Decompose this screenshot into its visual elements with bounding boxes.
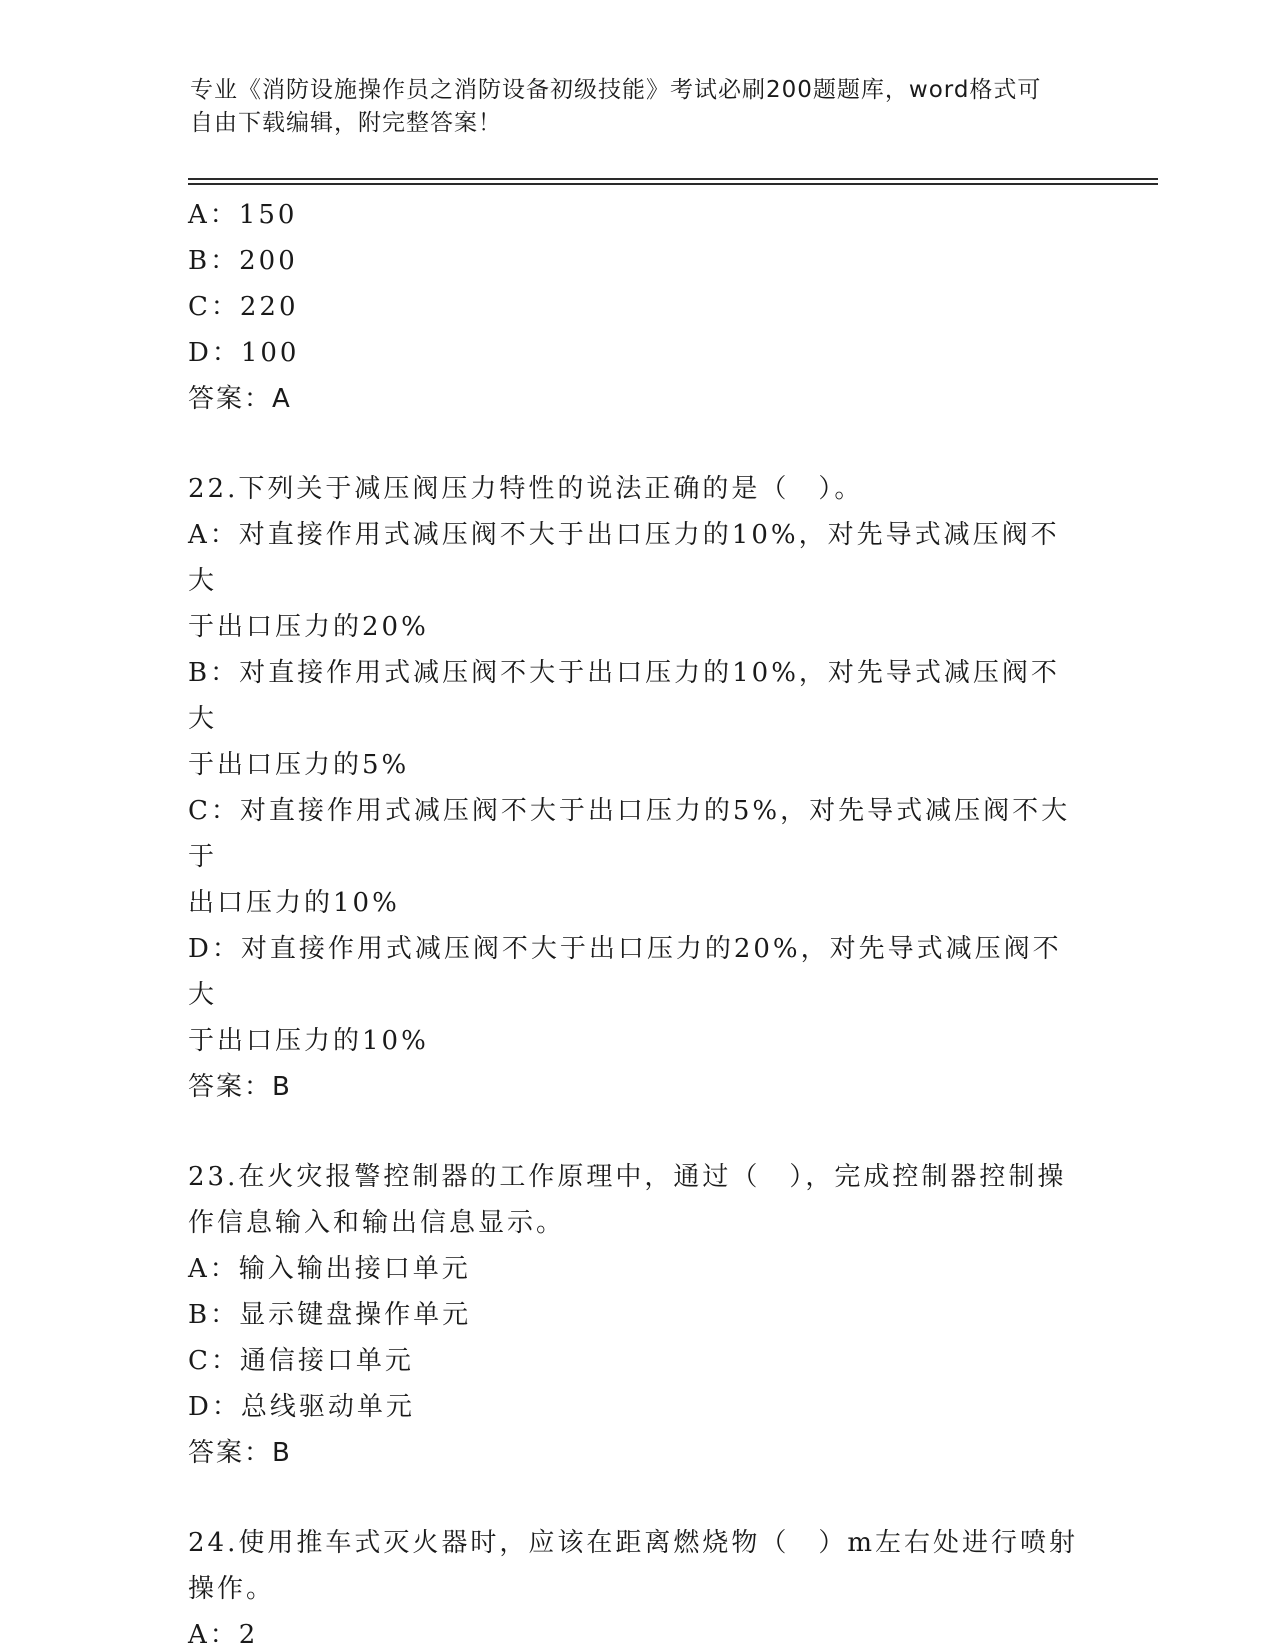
spacer bbox=[188, 422, 1088, 466]
question-stem: 23.在火灾报警控制器的工作原理中，通过（ ），完成控制器控制操 bbox=[188, 1162, 1067, 1192]
spacer bbox=[188, 1110, 1088, 1154]
option-d: D：总线驱动单元 bbox=[188, 1392, 415, 1422]
question-stem: 24.使用推车式灭火器时，应该在距离燃烧物（ ）m左右处进行喷射 bbox=[188, 1528, 1079, 1558]
option-c: C：对直接作用式减压阀不大于出口压力的5%，对先导式减压阀不大于 bbox=[188, 796, 1071, 872]
question-stem: 22.下列关于减压阀压力特性的说法正确的是（ ）。 bbox=[188, 474, 864, 504]
option-d: D：对直接作用式减压阀不大于出口压力的20%，对先导式减压阀不大 bbox=[188, 934, 1062, 1010]
option-b: B：200 bbox=[188, 246, 298, 276]
option-d: D：100 bbox=[188, 338, 300, 368]
option-c: C：通信接口单元 bbox=[188, 1346, 414, 1376]
option-a: A：150 bbox=[188, 200, 298, 230]
question-21-tail bbox=[188, 192, 1088, 422]
header-rule-bottom bbox=[188, 183, 1158, 185]
question-list bbox=[188, 192, 1088, 1650]
option-a: A：输入输出接口单元 bbox=[188, 1254, 471, 1284]
option-b-cont: 于出口压力的5% bbox=[188, 750, 410, 780]
document-header bbox=[190, 74, 1090, 140]
answer: 答案：B bbox=[188, 1072, 292, 1102]
answer: 答案：B bbox=[188, 1438, 292, 1468]
option-d-cont: 于出口压力的10% bbox=[188, 1026, 429, 1056]
question-stem-cont: 作信息输入和输出信息显示。 bbox=[188, 1208, 566, 1238]
header-rule-top bbox=[188, 178, 1158, 180]
question-23 bbox=[188, 1154, 1088, 1476]
question-24 bbox=[188, 1520, 1088, 1650]
header-line-2: 自由下载编辑，附完整答案！ bbox=[190, 110, 502, 136]
header-line-1: 专业《消防设施操作员之消防设备初级技能》考试必刷200题题库，word格式可 bbox=[190, 77, 1042, 103]
option-b: B：显示键盘操作单元 bbox=[188, 1300, 472, 1330]
question-22 bbox=[188, 466, 1088, 1110]
option-b: B：对直接作用式减压阀不大于出口压力的10%，对先导式减压阀不大 bbox=[188, 658, 1060, 734]
option-c: C：220 bbox=[188, 292, 299, 322]
option-c-cont: 出口压力的10% bbox=[188, 888, 400, 918]
option-a-cont: 于出口压力的20% bbox=[188, 612, 429, 642]
answer: 答案：A bbox=[188, 384, 292, 414]
spacer bbox=[188, 1476, 1088, 1520]
option-a: A：2 bbox=[188, 1620, 259, 1650]
option-a: A：对直接作用式减压阀不大于出口压力的10%，对先导式减压阀不大 bbox=[188, 520, 1060, 596]
question-stem-cont: 操作。 bbox=[188, 1574, 276, 1604]
